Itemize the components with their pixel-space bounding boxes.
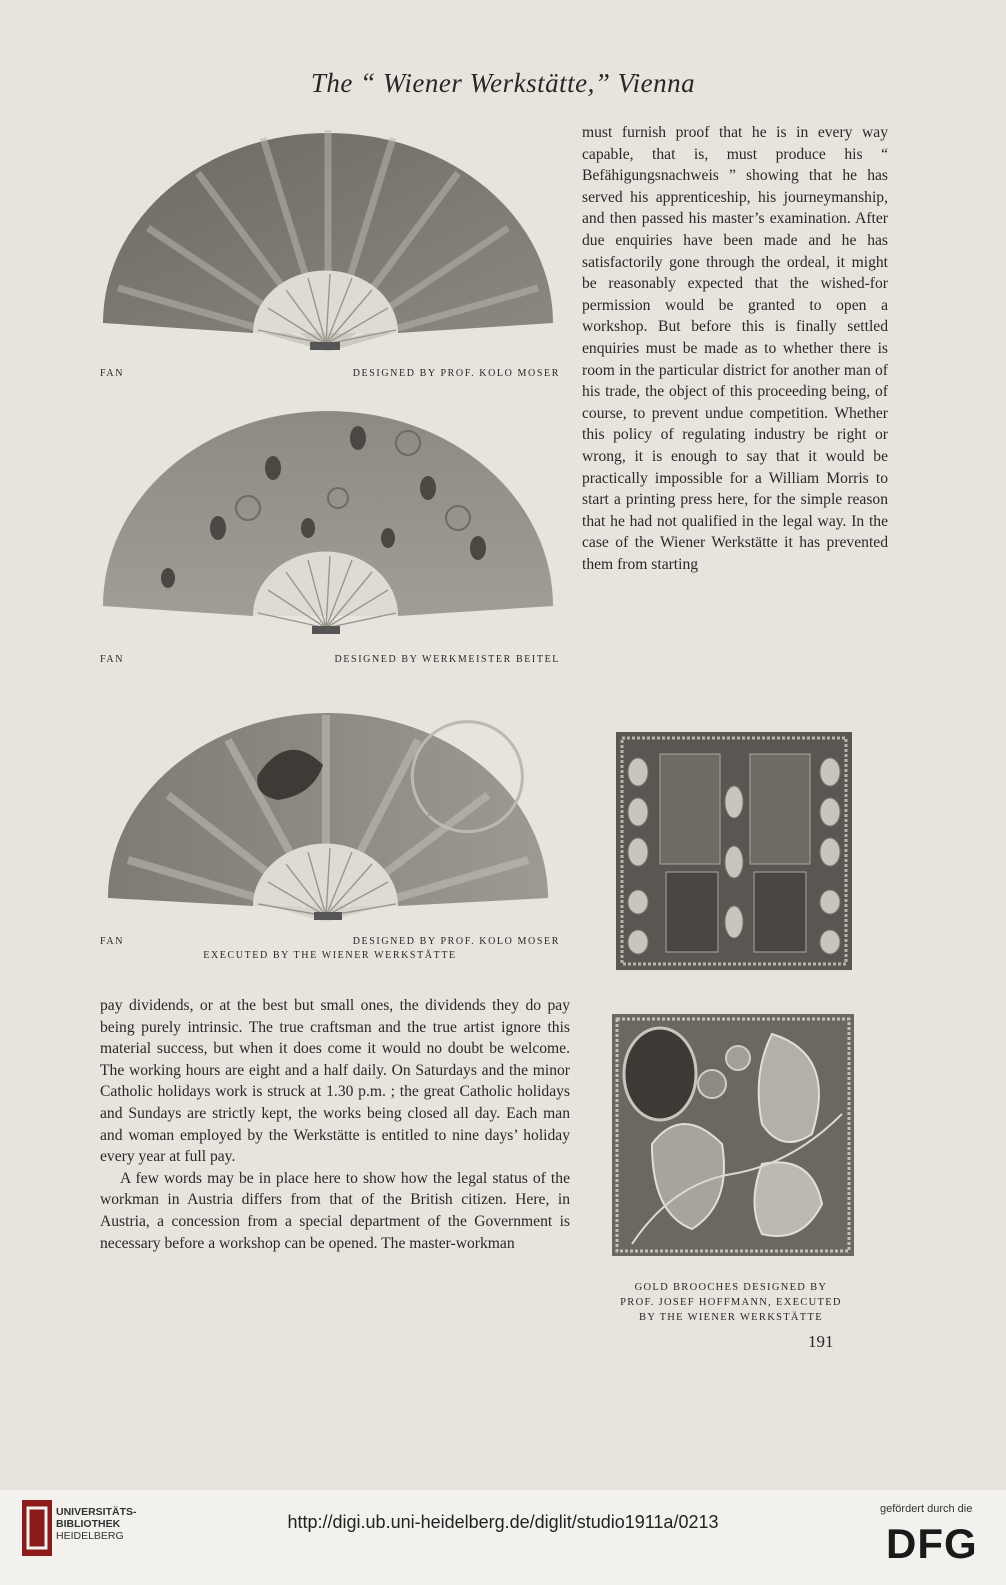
running-title: The “ Wiener Werkstätte,” Vienna [310,68,696,98]
left-column-text [100,995,570,1254]
brooches-caption-line-3: BY THE WIENER WERKSTÄTTE [639,1312,823,1323]
brooch-illustration-2 [612,1014,854,1256]
library-name-line-2: BIBLIOTHEK [56,1518,121,1530]
brooch-illustration-1 [616,732,852,970]
fan-illustration-3 [98,700,558,926]
page-number: 191 [808,1332,834,1351]
left-paragraph-1: pay dividends, or at the best but small ones, the dividends they do pay being purely intrinsic. The true craftsman and the true artist ignore this material success, but when it does come it would no doubt be welcome. The working hours are eight and a half daily. On Saturdays and the minor Catholic holidays work is struck at 1.30 p.m. ; the great Catholic holidays and Sundays are strictly kept, the works being closed all day. Each man and woman employed by the Werkstätte is entitled to nine days’ holiday every year at full pay. [100,997,570,1166]
left-paragraph-2: A few words may be in place here to show how the legal status of the workman in Austria differs from that of the British citizen. Here, in Austria, a concession from a special department of the Government is necessary before a workshop can be opened. The master-workman [100,1169,570,1252]
dfg-logo: DFG [886,1520,978,1567]
brooches-caption-line-1: GOLD BROOCHES DESIGNED BY [634,1282,828,1293]
fan-1-credit: DESIGNED BY PROF. KOLO MOSER [352,368,560,379]
brooches-caption-line-2: PROF. JOSEF HOFFMANN, EXECUTED [620,1297,842,1308]
fan-illustration-1 [98,118,558,358]
digitization-footer [0,1490,1006,1585]
funding-note: gefördert durch die [880,1503,973,1515]
fan-illustration-2 [98,398,558,644]
right-column-text [582,122,888,575]
fan-3-label: FAN [100,936,125,947]
fan-2-label: FAN [100,654,125,665]
permalink[interactable]: http://digi.ub.uni-heidelberg.de/diglit/studio1911a/0213 [287,1512,719,1532]
right-column-paragraph: must furnish proof that he is in every way capable, that is, must produce his “ Befähigungsnachweis ” showing that he has served his apprenticeship, his journeymanship, and then passed his master’s examination. After due enquiries have been made and he has satisfactorily gone through the ordeal, it might be reasonably expected that the wished-for permission would be granted to open a workshop. But before this is finally settled enquiries must be made as to whether there is room in the particular district for another man of his trade, the object of this proceeding being, of course, to prevent undue competition. Whether this policy of regulating industry be right or wrong, it is enough to say that it would be practically impossible for a William Morris to start a printing press here, for the simple reason that he had not qualified in the legal way. In the case of the Wiener Werkstätte it has prevented them from starting [582,124,888,573]
fan-2-credit: DESIGNED BY WERKMEISTER BEITEL [334,654,560,665]
library-name-line-3: HEIDELBERG [56,1530,124,1542]
fan-3-credit-executed: EXECUTED BY THE WIENER WERKSTÄTTE [203,950,457,961]
fan-1-label: FAN [100,368,125,379]
brooches-caption [600,1280,862,1325]
library-name-line-1: UNIVERSITÄTS- [56,1506,137,1518]
fan-3-credit: DESIGNED BY PROF. KOLO MOSER [352,936,560,947]
